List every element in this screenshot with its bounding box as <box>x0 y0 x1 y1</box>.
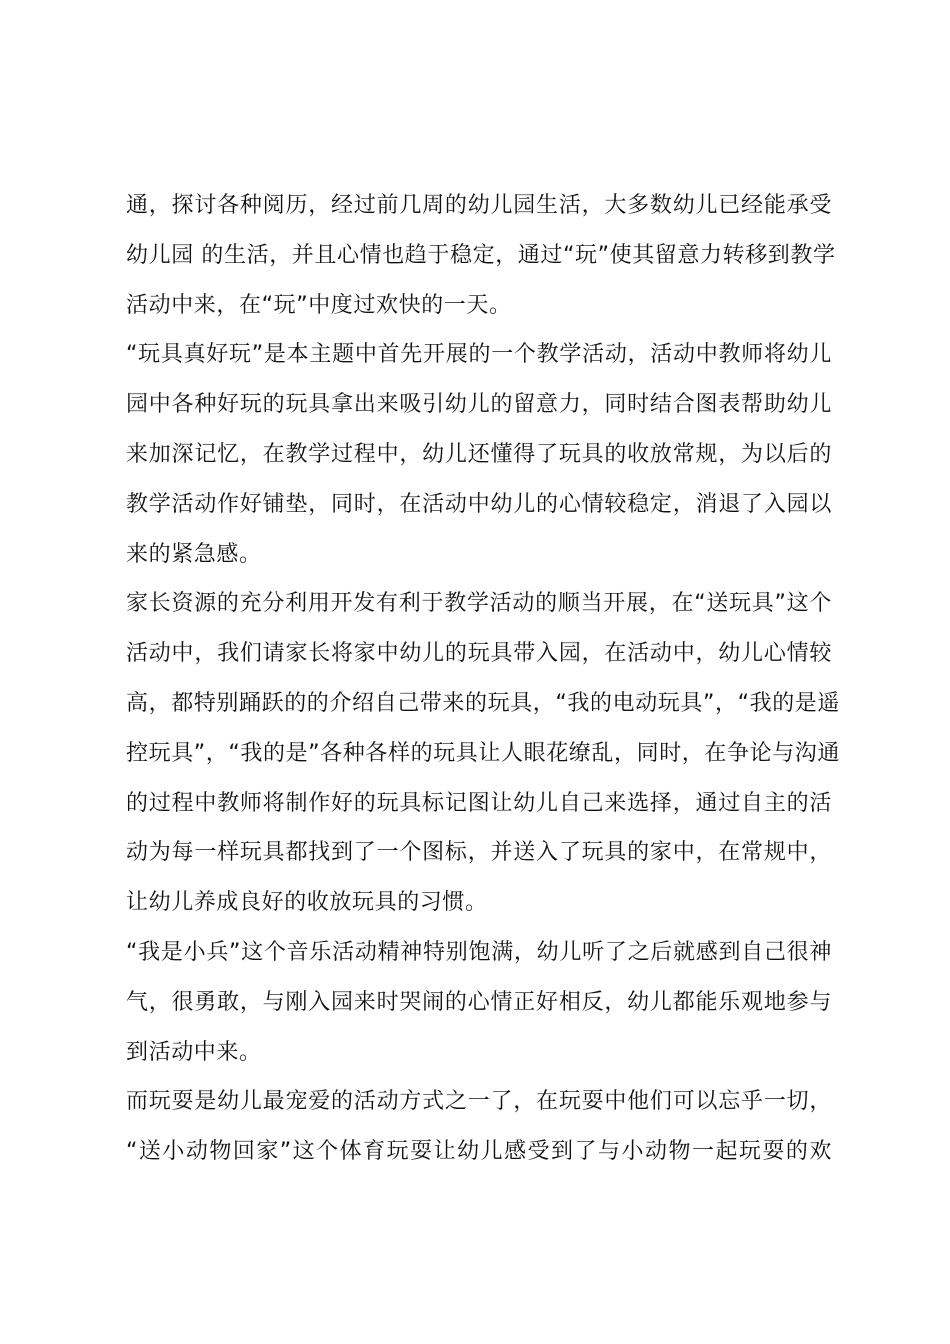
paragraph-3-line-2: 活动中，我们请家长将家中幼儿的玩具带入园，在活动中，幼儿心情较 <box>126 641 832 667</box>
paragraph-3-line-1: 家长资源的充分利用开发有利于教学活动的顺当开展，在“送玩具”这个 <box>126 591 832 617</box>
paragraph-1-line-2: 幼儿园 的生活，并且心情也趋于稳定，通过“玩”使其留意力转移到教学 <box>126 242 836 268</box>
paragraph-2-line-4: 教学活动作好铺垫，同时，在活动中幼儿的心情较稳定，消退了入园以 <box>126 491 832 517</box>
paragraph-5-line-2: “送小动物回家”这个体育玩耍让幼儿感受到了与小动物一起玩耍的欢 <box>126 1139 832 1165</box>
paragraph-1-line-1: 通，探讨各种阅历，经过前几周的幼儿园生活，大多数幼儿已经能承受 <box>126 193 832 218</box>
paragraph-3-line-5: 的过程中教师将制作好的玩具标记图让幼儿自己来选择，通过自主的活 <box>126 790 832 816</box>
paragraph-3-line-6: 动为每一样玩具都找到了一个图标，并送入了玩具的家中，在常规中， <box>126 840 832 866</box>
paragraph-2-line-2: 园中各种好玩的玩具拿出来吸引幼儿的留意力，同时结合图表帮助幼儿 <box>126 392 832 418</box>
document-body <box>126 181 840 1177</box>
paragraph-4-line-2: 气，很勇敢，与刚入园来时哭闹的心情正好相反，幼儿都能乐观地参与 <box>126 989 832 1015</box>
paragraph-1-line-3: 活动中来，在“玩”中度过欢快的一天。 <box>126 292 512 318</box>
paragraph-2-line-1: “玩具真好玩”是本主题中首先开展的一个教学活动，活动中教师将幼儿 <box>126 342 832 368</box>
paragraph-2-line-5: 来的紧急感。 <box>126 541 262 567</box>
paragraph-3-line-7: 让幼儿养成良好的收放玩具的习惯。 <box>126 890 488 916</box>
paragraph-4-line-1: “我是小兵”这个音乐活动精神特别饱满，幼儿听了之后就感到自己很神 <box>126 939 832 965</box>
paragraph-3-line-3: 高，都特别踊跃的的介绍自己带来的玩具，“我的电动玩具”，“我的是遥 <box>126 690 840 716</box>
paragraph-3-line-4: 控玩具”，“我的是”各种各样的玩具让人眼花缭乱，同时，在争论与沟通 <box>126 740 840 766</box>
paragraph-5-line-1: 而玩耍是幼儿最宠爱的活动方式之一了，在玩耍中他们可以忘乎一切， <box>126 1089 832 1115</box>
paragraph-4-line-3: 到活动中来。 <box>126 1039 262 1065</box>
paragraph-2-line-3: 来加深记忆，在教学过程中，幼儿还懂得了玩具的收放常规，为以后的 <box>126 441 832 467</box>
